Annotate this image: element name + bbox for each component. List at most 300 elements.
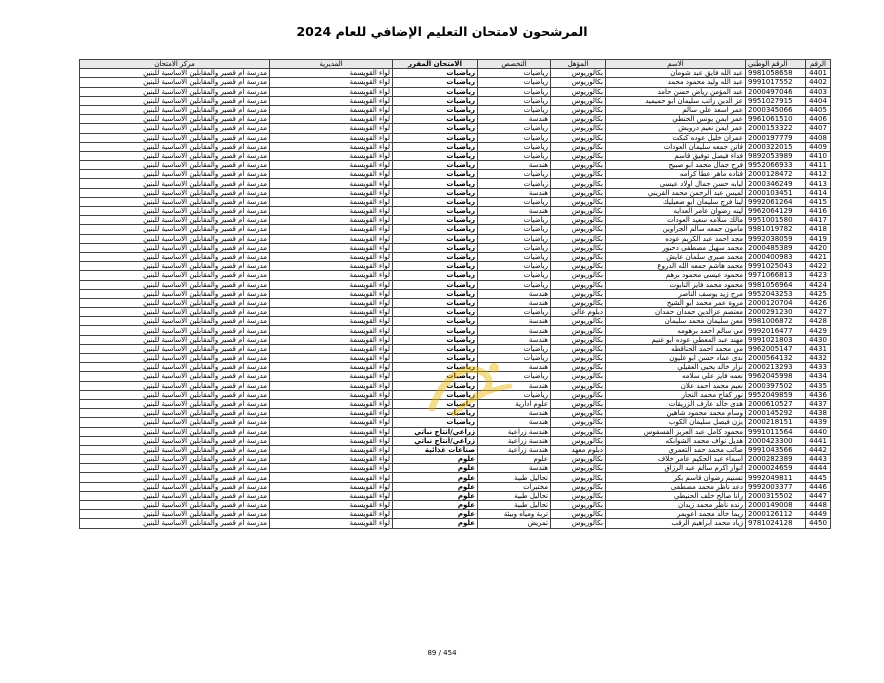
cell-seq: 4444 <box>806 464 831 473</box>
cell-directorate: لواء القويسمة <box>270 445 393 454</box>
cell-seq: 4430 <box>806 335 831 344</box>
cell-name: مأمون جمعه سالم الجراوين <box>606 225 746 234</box>
cell-center: مدرسة ام قصير والمقابلين الاساسية للبنين <box>80 96 270 105</box>
cell-center: مدرسة ام قصير والمقابلين الاساسية للبنين <box>80 519 270 528</box>
cell-directorate: لواء القويسمة <box>270 289 393 298</box>
cell-center: مدرسة ام قصير والمقابلين الاساسية للبنين <box>80 225 270 234</box>
cell-center: مدرسة ام قصير والمقابلين الاساسية للبنين <box>80 197 270 206</box>
table-row <box>80 96 831 105</box>
cell-seq: 4439 <box>806 418 831 427</box>
table-row <box>80 436 831 445</box>
cell-national-id: 2000322015 <box>746 142 806 151</box>
cell-national-id: 9992003377 <box>746 482 806 491</box>
cell-seq: 4411 <box>806 161 831 170</box>
cell-exam: علوم <box>393 473 478 482</box>
cell-exam: رياضيات <box>393 124 478 133</box>
table-row <box>80 87 831 96</box>
cell-directorate: لواء القويسمة <box>270 354 393 363</box>
cell-national-id: 2000346249 <box>746 179 806 188</box>
cell-qualification: بكالوريوس <box>551 399 606 408</box>
table-row <box>80 262 831 271</box>
cell-name: عمر ايمن يونس الحنطي <box>606 115 746 124</box>
cell-directorate: لواء القويسمة <box>270 124 393 133</box>
cell-national-id: 9961061510 <box>746 115 806 124</box>
table-row <box>80 399 831 408</box>
candidates-table-container <box>79 59 831 529</box>
cell-specialization: رياضيات <box>478 170 551 179</box>
cell-exam: رياضيات <box>393 271 478 280</box>
cell-qualification: بكالوريوس <box>551 363 606 372</box>
cell-seq: 4410 <box>806 151 831 160</box>
cell-national-id: 9962045998 <box>746 372 806 381</box>
table-row <box>80 409 831 418</box>
cell-qualification: بكالوريوس <box>551 436 606 445</box>
cell-national-id: 2000610527 <box>746 399 806 408</box>
header-seq: الرقم <box>806 60 831 69</box>
cell-exam: علوم <box>393 519 478 528</box>
cell-center: مدرسة ام قصير والمقابلين الاساسية للبنين <box>80 262 270 271</box>
cell-exam: رياضيات <box>393 372 478 381</box>
cell-specialization: هندسة زراعية <box>478 445 551 454</box>
cell-qualification: بكالوريوس <box>551 179 606 188</box>
cell-center: مدرسة ام قصير والمقابلين الاساسية للبنين <box>80 105 270 114</box>
cell-exam: علوم <box>393 501 478 510</box>
cell-national-id: 9992061264 <box>746 197 806 206</box>
cell-specialization: رياضيات <box>478 216 551 225</box>
table-row <box>80 473 831 482</box>
cell-name: قتاده ماهر عطا كرامه <box>606 170 746 179</box>
table-row <box>80 390 831 399</box>
cell-exam: رياضيات <box>393 326 478 335</box>
cell-specialization: رياضيات <box>478 133 551 142</box>
cell-name: محمود محمد فايز النابوت <box>606 280 746 289</box>
cell-directorate: لواء القويسمة <box>270 390 393 399</box>
cell-national-id: 2000497046 <box>746 87 806 96</box>
cell-specialization: رياضيات <box>478 390 551 399</box>
cell-center: مدرسة ام قصير والمقابلين الاساسية للبنين <box>80 482 270 491</box>
cell-name: وسام محمد محمود شاهين <box>606 409 746 418</box>
table-row <box>80 455 831 464</box>
cell-seq: 4418 <box>806 225 831 234</box>
cell-specialization: رياضيات <box>478 280 551 289</box>
cell-specialization: تربة ومياه وبيئة <box>478 510 551 519</box>
cell-qualification: بكالوريوس <box>551 243 606 252</box>
cell-directorate: لواء القويسمة <box>270 179 393 188</box>
cell-exam: رياضيات <box>393 78 478 87</box>
table-row <box>80 519 831 528</box>
cell-seq: 4433 <box>806 363 831 372</box>
cell-name: عمر اسعد علي سالم <box>606 105 746 114</box>
cell-specialization: هندسة <box>478 409 551 418</box>
cell-directorate: لواء القويسمة <box>270 280 393 289</box>
page-number: 89 / 454 <box>427 649 457 657</box>
table-row <box>80 69 831 78</box>
cell-national-id: 9952066933 <box>746 161 806 170</box>
cell-seq: 4423 <box>806 271 831 280</box>
cell-seq: 4427 <box>806 308 831 317</box>
cell-specialization: رياضيات <box>478 354 551 363</box>
cell-directorate: لواء القويسمة <box>270 142 393 151</box>
cell-specialization: رياضيات <box>478 96 551 105</box>
cell-exam: رياضيات <box>393 151 478 160</box>
header-specialization: التخصص <box>478 60 551 69</box>
table-row <box>80 179 831 188</box>
cell-exam: زراعي/انتاج نباتي <box>393 436 478 445</box>
cell-directorate: لواء القويسمة <box>270 252 393 261</box>
cell-seq: 4416 <box>806 207 831 216</box>
table-row <box>80 510 831 519</box>
cell-center: مدرسة ام قصير والمقابلين الاساسية للبنين <box>80 372 270 381</box>
cell-directorate: لواء القويسمة <box>270 87 393 96</box>
cell-national-id: 2000126112 <box>746 510 806 519</box>
cell-national-id: 2000149008 <box>746 501 806 510</box>
cell-national-id: 9951001580 <box>746 216 806 225</box>
cell-qualification: بكالوريوس <box>551 501 606 510</box>
cell-directorate: لواء القويسمة <box>270 335 393 344</box>
cell-qualification: بكالوريوس <box>551 390 606 399</box>
cell-name: فرح جمال محمد ابو صبيح <box>606 161 746 170</box>
cell-national-id: 9952043253 <box>746 289 806 298</box>
header-qualification: المؤهل <box>551 60 606 69</box>
cell-national-id: 2000400983 <box>746 252 806 261</box>
cell-specialization: رياضيات <box>478 69 551 78</box>
cell-directorate: لواء القويسمة <box>270 519 393 528</box>
cell-national-id: 2000128472 <box>746 170 806 179</box>
cell-name: نزار خالد يحيى العقيلي <box>606 363 746 372</box>
cell-qualification: بكالوريوس <box>551 216 606 225</box>
cell-exam: رياضيات <box>393 161 478 170</box>
cell-specialization: هندسة <box>478 363 551 372</box>
cell-name: فداء فيصل توفيق قاسم <box>606 151 746 160</box>
cell-specialization: رياضيات <box>478 372 551 381</box>
cell-qualification: بكالوريوس <box>551 133 606 142</box>
cell-exam: رياضيات <box>393 96 478 105</box>
cell-center: مدرسة ام قصير والمقابلين الاساسية للبنين <box>80 409 270 418</box>
cell-exam: رياضيات <box>393 87 478 96</box>
cell-directorate: لواء القويسمة <box>270 317 393 326</box>
cell-seq: 4445 <box>806 473 831 482</box>
cell-qualification: بكالوريوس <box>551 69 606 78</box>
cell-seq: 4428 <box>806 317 831 326</box>
cell-directorate: لواء القويسمة <box>270 207 393 216</box>
cell-national-id: 9951027915 <box>746 96 806 105</box>
cell-seq: 4446 <box>806 482 831 491</box>
cell-center: مدرسة ام قصير والمقابلين الاساسية للبنين <box>80 78 270 87</box>
cell-name: محمد سهيل مصطفى دحبور <box>606 243 746 252</box>
table-row <box>80 243 831 252</box>
table-row <box>80 115 831 124</box>
cell-specialization: رياضيات <box>478 105 551 114</box>
table-row <box>80 161 831 170</box>
cell-name: محمود عيسى محمود برهم <box>606 271 746 280</box>
cell-exam: علوم <box>393 510 478 519</box>
cell-name: معتصم عزالدين حمدان حمدان <box>606 308 746 317</box>
cell-directorate: لواء القويسمة <box>270 271 393 280</box>
cell-center: مدرسة ام قصير والمقابلين الاساسية للبنين <box>80 289 270 298</box>
cell-qualification: بكالوريوس <box>551 317 606 326</box>
table-row <box>80 298 831 307</box>
cell-specialization: هندسة <box>478 115 551 124</box>
cell-directorate: لواء القويسمة <box>270 161 393 170</box>
cell-exam: رياضيات <box>393 344 478 353</box>
cell-seq: 4440 <box>806 427 831 436</box>
cell-name: عمران خليل عوده كنكت <box>606 133 746 142</box>
cell-directorate: لواء القويسمة <box>270 105 393 114</box>
cell-specialization: رياضيات <box>478 78 551 87</box>
table-row <box>80 427 831 436</box>
cell-national-id: 9992038059 <box>746 234 806 243</box>
cell-name: نعمه فايز علي سلامه <box>606 372 746 381</box>
cell-exam: رياضيات <box>393 234 478 243</box>
cell-qualification: بكالوريوس <box>551 289 606 298</box>
cell-exam: رياضيات <box>393 335 478 344</box>
table-row <box>80 335 831 344</box>
cell-directorate: لواء القويسمة <box>270 436 393 445</box>
cell-directorate: لواء القويسمة <box>270 243 393 252</box>
cell-national-id: 9781024128 <box>746 519 806 528</box>
cell-national-id: 2000153322 <box>746 124 806 133</box>
cell-directorate: لواء القويسمة <box>270 151 393 160</box>
cell-specialization: هندسة <box>478 418 551 427</box>
cell-directorate: لواء القويسمة <box>270 298 393 307</box>
cell-qualification: بكالوريوس <box>551 418 606 427</box>
cell-directorate: لواء القويسمة <box>270 455 393 464</box>
cell-qualification: بكالوريوس <box>551 344 606 353</box>
cell-specialization: رياضيات <box>478 271 551 280</box>
cell-seq: 4402 <box>806 78 831 87</box>
cell-national-id: 2000564132 <box>746 354 806 363</box>
cell-center: مدرسة ام قصير والمقابلين الاساسية للبنين <box>80 133 270 142</box>
cell-qualification: بكالوريوس <box>551 225 606 234</box>
table-row <box>80 501 831 510</box>
cell-qualification: بكالوريوس <box>551 372 606 381</box>
cell-specialization: رياضيات <box>478 262 551 271</box>
table-row <box>80 151 831 160</box>
cell-qualification: بكالوريوس <box>551 142 606 151</box>
cell-seq: 4438 <box>806 409 831 418</box>
cell-seq: 4429 <box>806 326 831 335</box>
cell-specialization: هندسة <box>478 335 551 344</box>
table-row <box>80 216 831 225</box>
cell-directorate: لواء القويسمة <box>270 409 393 418</box>
cell-exam: رياضيات <box>393 69 478 78</box>
cell-directorate: لواء القويسمة <box>270 188 393 197</box>
table-row <box>80 197 831 206</box>
cell-qualification: بكالوريوس <box>551 473 606 482</box>
cell-name: محمد صبري سلمان عايش <box>606 252 746 261</box>
cell-directorate: لواء القويسمة <box>270 96 393 105</box>
cell-qualification: بكالوريوس <box>551 427 606 436</box>
table-row <box>80 225 831 234</box>
cell-seq: 4434 <box>806 372 831 381</box>
cell-center: مدرسة ام قصير والمقابلين الاساسية للبنين <box>80 188 270 197</box>
cell-name: رنده ناظر محمد زيدان <box>606 501 746 510</box>
cell-center: مدرسة ام قصير والمقابلين الاساسية للبنين <box>80 501 270 510</box>
cell-name: مروة عمر محمد ابو الشيخ <box>606 298 746 307</box>
cell-qualification: بكالوريوس <box>551 326 606 335</box>
cell-name: اسماء عبد الحكيم عامر خلاف <box>606 455 746 464</box>
table-row <box>80 464 831 473</box>
cell-name: مالك سلامه سعيد العودات <box>606 216 746 225</box>
header-center: مركز الامتحان <box>80 60 270 69</box>
cell-specialization: رياضيات <box>478 234 551 243</box>
cell-exam: رياضيات <box>393 354 478 363</box>
cell-name: مهند عبد المعطي عوده ابو غنيم <box>606 335 746 344</box>
cell-seq: 4431 <box>806 344 831 353</box>
cell-seq: 4407 <box>806 124 831 133</box>
cell-seq: 4442 <box>806 445 831 454</box>
cell-exam: صناعات غذائية <box>393 445 478 454</box>
cell-name: رانا صالح خلف الحنيطي <box>606 491 746 500</box>
cell-qualification: بكالوريوس <box>551 354 606 363</box>
cell-seq: 4437 <box>806 399 831 408</box>
table-row <box>80 308 831 317</box>
cell-directorate: لواء القويسمة <box>270 464 393 473</box>
cell-national-id: 9981019782 <box>746 225 806 234</box>
cell-center: مدرسة ام قصير والمقابلين الاساسية للبنين <box>80 252 270 261</box>
cell-national-id: 9991043566 <box>746 445 806 454</box>
cell-seq: 4432 <box>806 354 831 363</box>
cell-name: تسنيم رضوان قاسم بكر <box>606 473 746 482</box>
cell-qualification: بكالوريوس <box>551 335 606 344</box>
cell-qualification: بكالوريوس <box>551 491 606 500</box>
cell-name: لبابه حسن جمال اولاد عيسى <box>606 179 746 188</box>
cell-specialization: رياضيات <box>478 142 551 151</box>
cell-national-id: 9992049811 <box>746 473 806 482</box>
cell-specialization: مختبرات <box>478 482 551 491</box>
cell-seq: 4436 <box>806 390 831 399</box>
cell-national-id: 9952049859 <box>746 390 806 399</box>
cell-specialization: هندسة <box>478 289 551 298</box>
cell-exam: رياضيات <box>393 381 478 390</box>
table-row <box>80 372 831 381</box>
cell-qualification: بكالوريوس <box>551 409 606 418</box>
cell-seq: 4449 <box>806 510 831 519</box>
cell-seq: 4426 <box>806 298 831 307</box>
cell-exam: رياضيات <box>393 409 478 418</box>
cell-national-id: 2000024659 <box>746 464 806 473</box>
cell-directorate: لواء القويسمة <box>270 418 393 427</box>
cell-seq: 4414 <box>806 188 831 197</box>
header-directorate: المديرية <box>270 60 393 69</box>
cell-specialization: هندسة <box>478 298 551 307</box>
cell-national-id: 9892053989 <box>746 151 806 160</box>
cell-seq: 4421 <box>806 252 831 261</box>
cell-national-id: 2000213293 <box>746 363 806 372</box>
cell-exam: رياضيات <box>393 179 478 188</box>
cell-exam: رياضيات <box>393 142 478 151</box>
cell-specialization: تحاليل طبية <box>478 501 551 510</box>
cell-specialization: رياضيات <box>478 243 551 252</box>
cell-specialization: تحاليل طبية <box>478 473 551 482</box>
cell-center: مدرسة ام قصير والمقابلين الاساسية للبنين <box>80 399 270 408</box>
cell-exam: رياضيات <box>393 115 478 124</box>
cell-directorate: لواء القويسمة <box>270 510 393 519</box>
cell-name: لميس عبد الرحمن محمد القريني <box>606 188 746 197</box>
cell-specialization: تمريض <box>478 519 551 528</box>
cell-exam: رياضيات <box>393 133 478 142</box>
cell-exam: رياضيات <box>393 243 478 252</box>
cell-national-id: 2000291230 <box>746 308 806 317</box>
table-row <box>80 170 831 179</box>
cell-national-id: 2000218151 <box>746 418 806 427</box>
table-row <box>80 317 831 326</box>
cell-name: معن سليمان محمد سليمان <box>606 317 746 326</box>
cell-specialization: رياضيات <box>478 197 551 206</box>
cell-qualification: بكالوريوس <box>551 482 606 491</box>
cell-name: هديل نواف محمد الشوابكه <box>606 436 746 445</box>
cell-qualification: بكالوريوس <box>551 280 606 289</box>
header-name: الاسم <box>606 60 746 69</box>
cell-name: مي سالم احمد برهومه <box>606 326 746 335</box>
cell-directorate: لواء القويسمة <box>270 326 393 335</box>
cell-exam: علوم <box>393 455 478 464</box>
cell-specialization: رياضيات <box>478 124 551 133</box>
cell-exam: علوم <box>393 464 478 473</box>
cell-center: مدرسة ام قصير والمقابلين الاساسية للبنين <box>80 69 270 78</box>
cell-specialization: رياضيات <box>478 308 551 317</box>
cell-name: عز الدين راتب سليمان ابو حميميد <box>606 96 746 105</box>
cell-center: مدرسة ام قصير والمقابلين الاساسية للبنين <box>80 151 270 160</box>
table-body <box>80 69 831 528</box>
cell-seq: 4448 <box>806 501 831 510</box>
table-row <box>80 381 831 390</box>
cell-center: مدرسة ام قصير والمقابلين الاساسية للبنين <box>80 207 270 216</box>
cell-center: مدرسة ام قصير والمقابلين الاساسية للبنين <box>80 115 270 124</box>
cell-national-id: 2000315502 <box>746 491 806 500</box>
cell-directorate: لواء القويسمة <box>270 262 393 271</box>
cell-seq: 4417 <box>806 216 831 225</box>
cell-qualification: بكالوريوس <box>551 197 606 206</box>
cell-qualification: بكالوريوس <box>551 188 606 197</box>
cell-name: عبد الله وليد محمود محمد <box>606 78 746 87</box>
cell-name: دعد ناظر محمد مصطفى <box>606 482 746 491</box>
table-row <box>80 280 831 289</box>
cell-seq: 4420 <box>806 243 831 252</box>
cell-exam: رياضيات <box>393 216 478 225</box>
cell-qualification: بكالوريوس <box>551 271 606 280</box>
cell-name: نعيم محمد احمد علان <box>606 381 746 390</box>
cell-name: عبد الله فايق عبد شومان <box>606 69 746 78</box>
cell-qualification: بكالوريوس <box>551 115 606 124</box>
table-row <box>80 271 831 280</box>
cell-exam: رياضيات <box>393 317 478 326</box>
cell-national-id: 2000345066 <box>746 105 806 114</box>
cell-center: مدرسة ام قصير والمقابلين الاساسية للبنين <box>80 445 270 454</box>
cell-seq: 4443 <box>806 455 831 464</box>
cell-center: مدرسة ام قصير والمقابلين الاساسية للبنين <box>80 491 270 500</box>
cell-name: صائب محمد حمد التعمري <box>606 445 746 454</box>
cell-name: عبد المؤمن رياض حسن حامد <box>606 87 746 96</box>
cell-name: محمود كامل عبد العزيز الفسفوس <box>606 427 746 436</box>
cell-exam: رياضيات <box>393 289 478 298</box>
cell-seq: 4405 <box>806 105 831 114</box>
cell-exam: رياضيات <box>393 390 478 399</box>
cell-directorate: لواء القويسمة <box>270 344 393 353</box>
cell-exam: رياضيات <box>393 252 478 261</box>
table-row <box>80 363 831 372</box>
cell-specialization: هندسة <box>478 161 551 170</box>
cell-directorate: لواء القويسمة <box>270 170 393 179</box>
cell-name: نور كفاح محمد النجار <box>606 390 746 399</box>
table-row <box>80 354 831 363</box>
cell-exam: رياضيات <box>393 170 478 179</box>
cell-exam: رياضيات <box>393 363 478 372</box>
table-row <box>80 207 831 216</box>
cell-national-id: 9981058658 <box>746 69 806 78</box>
cell-seq: 4409 <box>806 142 831 151</box>
table-row <box>80 418 831 427</box>
